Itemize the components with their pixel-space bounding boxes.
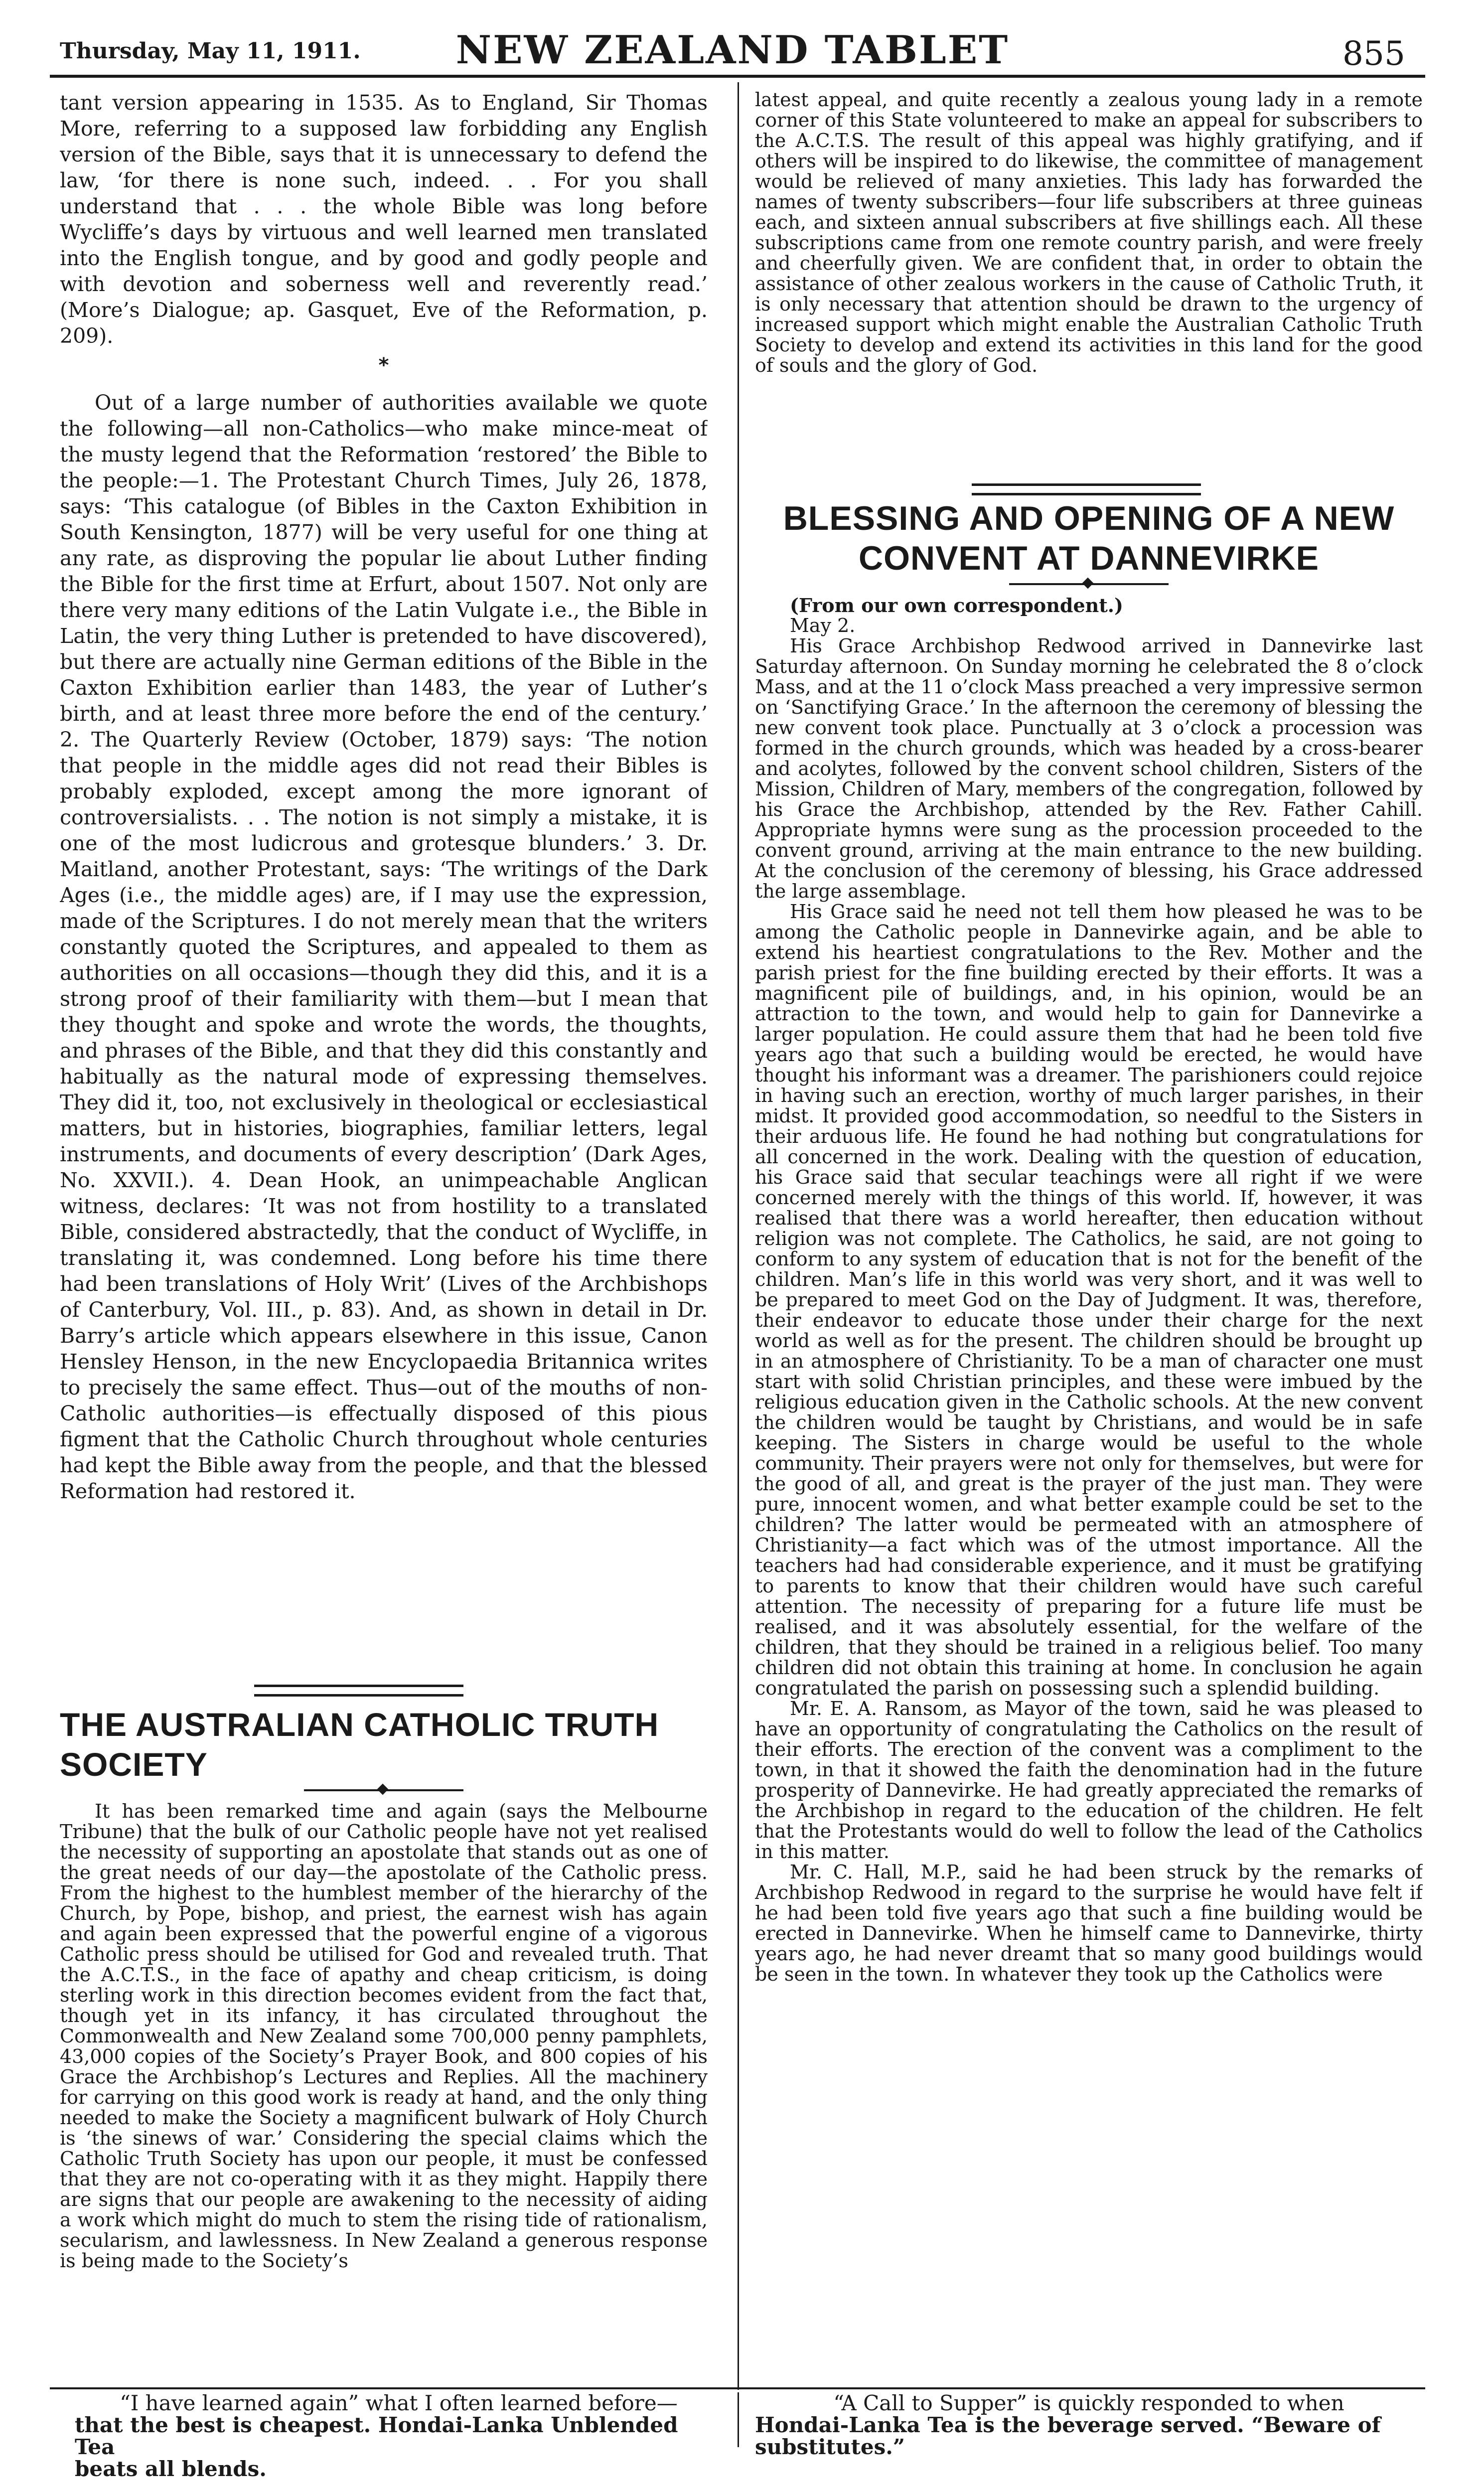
convent-headline: BLESSING AND OPENING OF A NEW CONVENT AT DANNEVIRKE — [783, 499, 1395, 577]
article-paragraph: His Grace Archbishop Redwood arrived in Dannevirke last Saturday afternoon. On Sunday morning he celebrated the 8 o’clock Mass, and at the 11 o’clock Mass preached a very impressive sermon on ‘Sanctifying Grace.’ In the afternoon the ceremony of blessing the new convent took place. Punctually at 3 o’clock a procession was formed in the church grounds, which was headed by a cross-bearer and acolytes, followed by the convent school children, Sisters of the Mission, Children of Mary, members of the congregation, followed by his Grace the Archbishop, attended by the Rev. Father Cahill. Appropriate hymns were sung as the procession proceeded to the convent ground, arriving at the main entrance to the new building. At the conclusion of the ceremony of blessing, his Grace addressed the large assemblage. — [755, 635, 1423, 902]
masthead-date: Thursday, May 11, 1911. — [60, 38, 361, 64]
headline-ornament — [304, 1789, 463, 1791]
section-divider — [972, 483, 1201, 495]
footer-line: Hondai-Lanka Tea is the beverage served. “Beware of — [755, 2413, 1381, 2437]
asterism: * — [378, 354, 389, 377]
article-paragraph: tant version appearing in 1535. As to England, Sir Thomas More, referring to a supposed law forbidding any English version of the Bible, says that it is unnecessary to defend the law, ‘for there is none such, indeed. . . For you shall understand that . . . the whole Bible was long before Wycliffe’s days by virtuous and well learned men translated into the English tongue, and by good and godly people and with devotion and soberness well and reverently read.’ (More’s Dialogue; ap. Gasquet, Eve of the Reformation, p. 209). — [60, 91, 708, 348]
acts-continuation — [755, 90, 1423, 376]
column-rule — [738, 82, 739, 2390]
masthead — [60, 27, 1405, 82]
footer-line: “A Call to Supper” is quickly responded to when — [833, 2391, 1344, 2415]
article-paragraph: It has been remarked time and again (says the Melbourne Tribune) that the bulk of our Catholic people have not yet realised the necessity of supporting an apostolate that stands out as one of the great needs of our day—the apostolate of the Catholic press. From the highest to the humblest member of the hierarchy of the Church, by Pope, bishop, and priest, the earnest wish has again and again been expressed that the powerful engine of a vigorous Catholic press should be utilised for God and revealed truth. That the A.C.T.S., in the face of apathy and cheap criticism, is doing sterling work in this direction becomes evident from the fact that, though yet in its infancy, it has circulated throughout the Commonwealth and New Zealand some 700,000 penny pamphlets, 43,000 copies of the Society’s Prayer Book, and 800 copies of his Grace the Archbishop’s Lectures and Replies. All the machinery for carrying on this good work is ready at hand, and the only thing needed to make the Society a magnificent bulwark of Holy Church is ‘the sinews of war.’ Considering the special claims which the Catholic Truth Society has upon our people, it must be confessed that they are not co-operating with it as they might. Happily there are signs that our people are awakening to the necessity of aiding a work which might do much to stem the rising tide of rationalism, secularism, and lawlessness. In New Zealand a generous response is being made to the Society’s — [60, 1800, 708, 2271]
convent-article — [755, 498, 1423, 1985]
acts-article — [60, 1695, 708, 2271]
footer-ad-left — [75, 2392, 723, 2480]
masthead-rule — [50, 75, 1425, 78]
acts-headline: THE AUSTRALIAN CATHOLIC TRUTH SOCIETY — [60, 1706, 659, 1783]
article-paragraph: latest appeal, and quite recently a zealous young lady in a remote corner of this State volunteered to make an appeal for subscribers to the A.C.T.S. The result of this appeal was highly gratifying, and if others will be inspired to do likewise, the committee of management would be relieved of many anxieties. This lady has forwarded the names of twenty subscribers—four life subscribers at three guineas each, and sixteen annual subscribers at five shillings each. All these subscriptions came from one remote country parish, and were freely and cheerfully given. We are confident that, in order to obtain the assistance of other zealous workers in the cause of Catholic Truth, it is only necessary that attention should be drawn to the urgency of increased support which might enable the Australian Catholic Truth Society to develop and extend its activities in this land for the good of souls and the glory of God. — [755, 90, 1423, 376]
footer-line: substitutes.” — [755, 2435, 905, 2459]
article-paragraph: His Grace said he need not tell them how pleased he was to be among the Catholic people in Dannevirke again, and be able to extend his heartiest congratulations to the Rev. Mother and the parish priest for the fine building erected by their efforts. It was a magnificent pile of buildings, and, in his opinion, would be an attraction to the town, and would help to gain for Dannevirke a larger population. He could assure them that had he been told five years ago that such a building would be erected, he would have thought his informant was a dreamer. The parishioners could rejoice in having such an erection, worthy of much larger parishes, in their midst. It provided good accommodation, so needful to the Sisters in their arduous life. He found he had nothing but congratulations for all concerned in the work. Dealing with the question of education, his Grace said that secular teachings were all right if we were concerned merely with the things of this world. If, however, it was realised that there was a world hereafter, then education without religion was not complete. The Catholics, he said, are not going to conform to any system of education that is not for the benefit of the children. Man’s life in this world was very short, and it was well to be prepared to meet God on the Day of Judgment. It was, therefore, their endeavor to educate those under their charge for the next world as well as for the present. The children should be brought up in an atmosphere of Christianity. To be a man of character one must start with solid Christian principles, and these were imbued by the religious education given in the Catholic schools. At the new convent the children would be taught by Christians, and would be in safe keeping. The Sisters in charge would be useful to the whole community. Their prayers were not only for themselves, but were for the good of all, and great is the prayer of the just man. They were pure, innocent women, and what better example could be set to the children? The latter would be permeated with an atmosphere of Christianity—a fact which was of the utmost importance. All the teachers had had considerable experience, and it must be gratifying to parents to know that their children would have such careful attention. The necessity of preparing for a future life must be realised, and it was absolutely essential, for the welfare of the children, that they should be trained in a religious belief. Too many children did not obtain this training at home. In conclusion he again congratulated the parish on possessing such a splendid building. — [755, 901, 1423, 1699]
footer-separator — [738, 2392, 739, 2447]
dateline: May 2. — [790, 615, 856, 636]
footer-line: that the best is cheapest. Hondai-Lanka Unblended Tea — [75, 2413, 678, 2459]
masthead-title: NEW ZEALAND TABLET — [455, 27, 1010, 73]
article-paragraph: Out of a large number of authorities available we quote the following—all non-Catholics—who make mince-meat of the musty legend that the Reformation ‘restored’ the Bible to the people:—1. The Protestant Church Times, July 26, 1878, says: ‘This catalogue (of Bibles in the Caxton Exhibition in South Kensington, 1877) will be very useful for one thing at any rate, as disproving the popular lie about Luther finding the Bible for the first time at Erfurt, about 1507. Not only are there very many editions of the Latin Vulgate i.e., the Bible in Latin, the very thing Luther is pretended to have discovered), but there are actually nine German editions of the Bible in the Caxton Exhibition earlier than 1483, the year of Luther’s birth, and at least three more before the end of the century.’ 2. The Quarterly Review (October, 1879) says: ‘The notion that people in the middle ages did not read their Bibles is probably exploded, except among the more ignorant of controversialists. . . The notion is not simply a mistake, it is one of the most ludicrous and grotesque blunders.’ 3. Dr. Maitland, another Protestant, says: ‘The writings of the Dark Ages (i.e., the middle ages) are, if I may use the expression, made of the Scriptures. I do not merely mean that the writers constantly quoted the Scriptures, and appealed to them as authorities on all occasions—though they did this, and it is a strong proof of their familiarity with them—but I mean that they thought and spoke and wrote the words, the thoughts, and phrases of the Bible, and that they did this constantly and habitually as the natural mode of expressing themselves. They did it, too, not exclusively in theological or ecclesiastical matters, but in histories, biographies, familiar letters, legal instruments, and documents of every description’ (Dark Ages, No. XXVII.). 4. Dean Hook, an unimpeachable Anglican witness, declares: ‘It was not from hostility to a translated Bible, considered abstractedly, that the conduct of Wycliffe, in translating it, was condemned. Long before his time there had been translations of Holy Writ’ (Lives of the Archbishops of Canterbury, Vol. III., p. 83). And, as shown in detail in Dr. Barry’s article which appears elsewhere in this issue, Canon Hensley Henson, in the new Encyclopaedia Britannica writes to precisely the same effect. Thus—out of the mouths of non-Catholic authorities—is effectually disposed of this pious figment that the Catholic Church throughout whole centuries had kept the Bible away from the people, and that the blessed Reformation had restored it. — [60, 391, 708, 1503]
left-article — [60, 90, 708, 1504]
article-paragraph: Mr. C. Hall, M.P., said he had been struck by the remarks of Archbishop Redwood in regard to the surprise he would have felt if he had been told five years ago that such a fine building would be erected in Dannevirke. When he himself came to Dannevirke, thirty years ago, he had never dreamt that so many good buildings would be seen in the town. In whatever they took up the Catholics were — [755, 1861, 1423, 1985]
headline-ornament — [1009, 583, 1169, 585]
article-paragraph: Mr. E. A. Ransom, as Mayor of the town, said he was pleased to have an opportunity of congratulating the Catholics on the result of their efforts. The erection of the convent was a compliment to the town, in that it showed the faith the denomination had in the future prosperity of Dannevirke. He had greatly appreciated the remarks of the Archbishop in regard to the education of the children. He felt that the Protestants would do well to follow the lead of the Catholics in this matter. — [755, 1698, 1423, 1863]
page-number: 855 — [1342, 34, 1405, 73]
footer-line: “I have learned again” what I often learned before— — [120, 2391, 678, 2415]
footer-line: beats all blends. — [75, 2457, 267, 2481]
footer-rule — [50, 2387, 1425, 2389]
footer-ad-right — [755, 2392, 1423, 2458]
byline: (From our own correspondent.) — [790, 594, 1124, 617]
